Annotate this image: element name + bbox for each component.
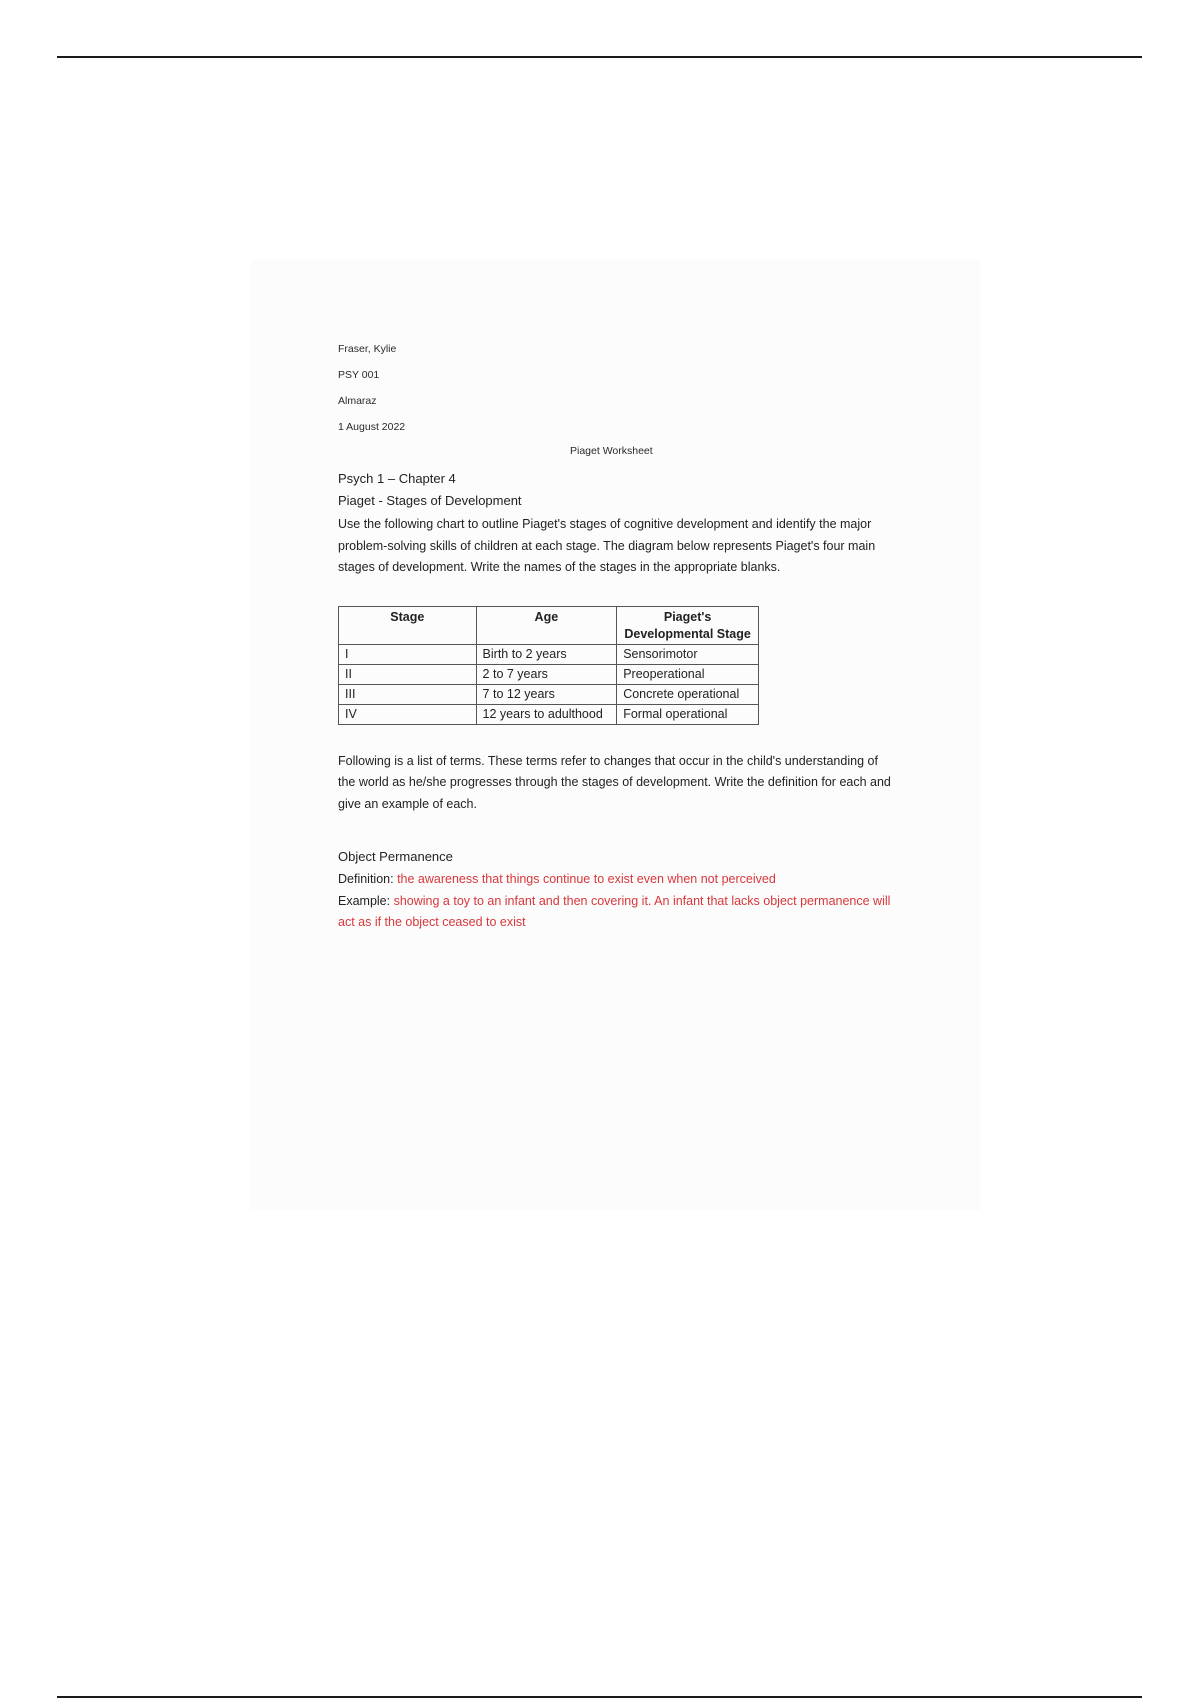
column-header-age: Age xyxy=(476,606,617,644)
term-heading: Object Permanence xyxy=(338,849,453,864)
example-label: Example: xyxy=(338,893,394,908)
section-heading: Piaget - Stages of Development xyxy=(338,493,522,508)
top-rule xyxy=(57,56,1142,58)
stage-number-cell: I xyxy=(339,644,477,664)
bottom-rule xyxy=(57,1696,1142,1698)
chapter-heading: Psych 1 – Chapter 4 xyxy=(338,471,456,486)
example-answer: showing a toy to an infant and then covering it. An infant that lacks object permanence will act as if the object ceased to exist xyxy=(338,893,891,929)
student-name: Fraser, Kylie xyxy=(338,343,397,355)
stage-name-cell: Sensorimotor xyxy=(617,644,759,664)
table-header-row xyxy=(339,606,759,644)
definition-label: Definition: xyxy=(338,872,398,886)
definition-answer: the awareness that things continue to exist even when not perceived xyxy=(397,872,776,886)
age-cell: Birth to 2 years xyxy=(476,644,617,664)
column-header-stage: Stage xyxy=(339,606,477,644)
table-row xyxy=(339,644,759,664)
stages-table xyxy=(338,606,759,725)
instructions-paragraph: Use the following chart to outline Piaget's stages of cognitive development and identify the major problem-solving skills of children at each stage. The diagram below represents Piaget's four main stages of development. Write the names of the stages in the appropriate blanks. xyxy=(338,517,876,574)
table-row xyxy=(339,704,759,724)
age-cell: 7 to 12 years xyxy=(476,684,617,704)
terms-intro-paragraph: Following is a list of terms. These terms refer to changes that occur in the child's understanding of the world as he/she progresses through the stages of development. Write the definition for each and give an example of each. xyxy=(338,753,891,811)
column-header-developmental-stage: Piaget's Developmental Stage xyxy=(617,606,759,644)
stage-number-cell: IV xyxy=(339,704,477,724)
submission-date: 1 August 2022 xyxy=(338,421,406,433)
definition-line xyxy=(338,869,898,891)
worksheet-content xyxy=(338,343,898,934)
example-line xyxy=(338,891,898,934)
stage-name-cell: Formal operational xyxy=(617,704,759,724)
course-code: PSY 001 xyxy=(338,369,380,381)
instructor-name: Almaraz xyxy=(338,395,377,407)
stage-number-cell: III xyxy=(339,684,477,704)
stage-number-cell: II xyxy=(339,664,477,684)
document-title: Piaget Worksheet xyxy=(570,445,653,457)
age-cell: 2 to 7 years xyxy=(476,664,617,684)
age-cell: 12 years to adulthood xyxy=(476,704,617,724)
stage-name-cell: Preoperational xyxy=(617,664,759,684)
table-row xyxy=(339,684,759,704)
table-row xyxy=(339,664,759,684)
stage-name-cell: Concrete operational xyxy=(617,684,759,704)
